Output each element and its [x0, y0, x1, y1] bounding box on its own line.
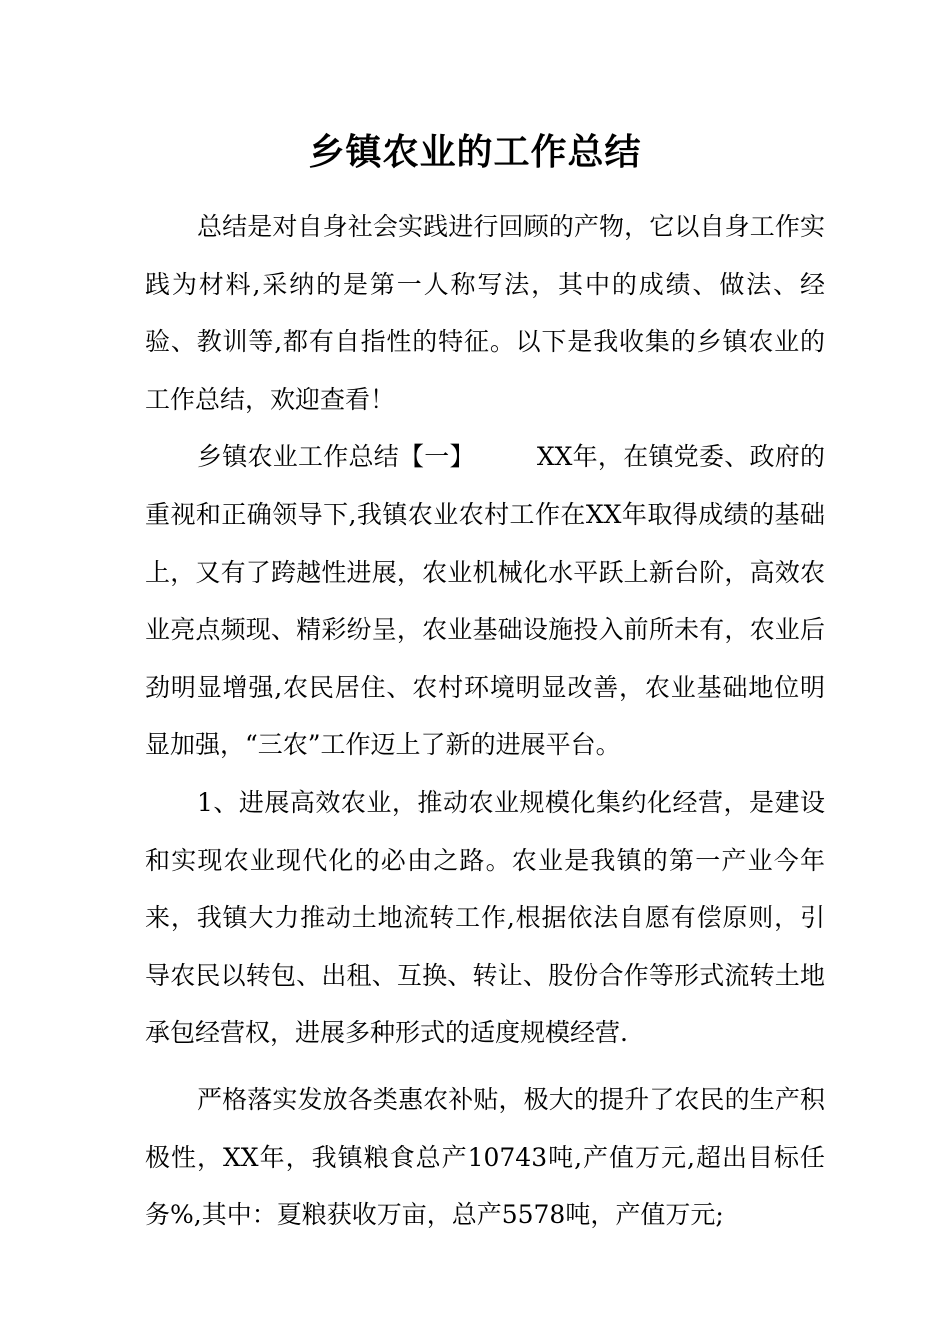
section-one-text: XX年，在镇党委、政府的重视和正确领导下,我镇农业农村工作在XX年取得成绩的基础上，又有了跨越性进展，农业机械化水平跃上新台阶，高效农业亮点频现、精彩纷呈，农业基础设施投入前所未有，农业后劲明显增强,农民居住、农村环境明显改善，农业基础地位明显加强，“三农”工作迈上了新的进展平台。 — [145, 442, 825, 760]
section-heading: 乡镇农业工作总结【一】 — [197, 442, 475, 472]
intro-paragraph: 总结是对自身社会实践进行回顾的产物，它以自身工作实践为材料,采纳的是第一人称写法，其中的成绩、做法、经验、教训等,都有自指性的特征。以下是我收集的乡镇农业的工作总结，欢迎查看！ — [145, 212, 825, 414]
document-body — [145, 198, 825, 1244]
point-one-paragraph: 1、进展高效农业，推动农业规模化集约化经营，是建设和实现农业现代化的必由之路。农业是我镇的第一产业今年来，我镇大力推动土地流转工作,根据依法自愿有偿原则，引导农民以转包、出租、互换、转让、股份合作等形式流转土地承包经营权，进展多种形式的适度规模经营. — [145, 787, 825, 1048]
subsidy-paragraph: 严格落实发放各类惠农补贴，极大的提升了农民的生产积极性，XX年，我镇粮食总产10743吨,产值万元,超出目标任务%,其中：夏粮获收万亩，总产5578吨，产值万元; — [145, 1084, 825, 1230]
document-title: 乡镇农业的工作总结 — [308, 132, 642, 173]
section-one-paragraph — [145, 428, 825, 774]
